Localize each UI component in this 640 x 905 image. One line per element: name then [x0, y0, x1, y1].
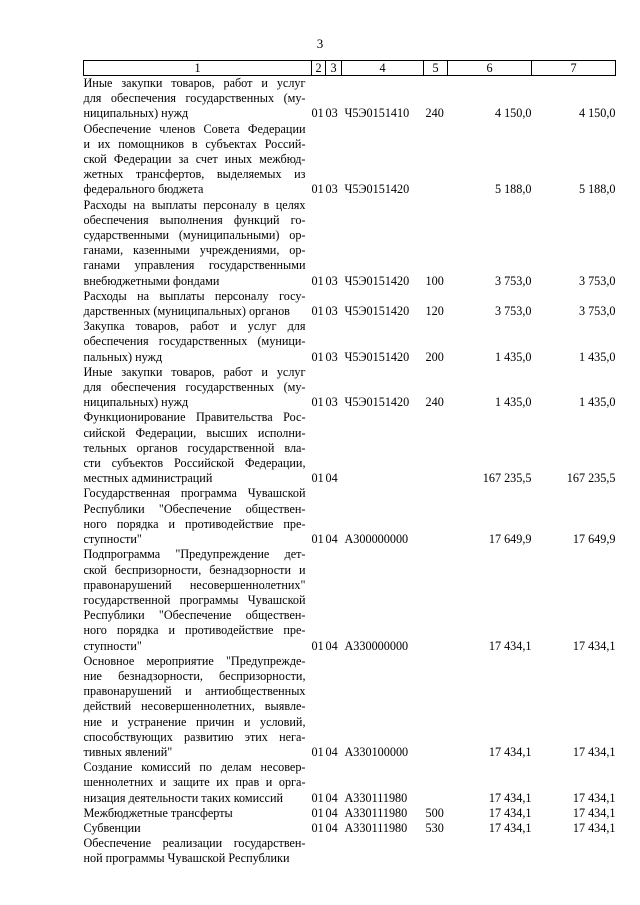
description-line: тельных органов государственной вла-: [83, 440, 306, 455]
row-description: [84, 198, 312, 289]
row-description: [84, 806, 312, 821]
expense-type-code: 200: [425, 349, 444, 364]
description-line: ной программы Чувашской Республики: [83, 851, 290, 866]
amount-col-7: 17 434,1: [572, 744, 616, 759]
description-line: Основное мероприятие "Предупрежде-: [83, 653, 306, 668]
description-line: Расходы на выплаты персоналу в целях: [83, 197, 306, 212]
target-article-code: А300000000: [344, 532, 409, 547]
description-line: Функционирование Правительства Рос-: [83, 410, 306, 425]
subsection-code: 04: [325, 790, 338, 805]
table-row: [84, 760, 616, 806]
amount-col-7: 167 235,5: [566, 471, 616, 486]
target-article-code: А330111980: [344, 790, 408, 805]
description-line: государственной программы Чувашской: [83, 592, 306, 607]
budget-table: [83, 60, 616, 867]
description-line: ние и устранение причин и условий,: [83, 714, 306, 729]
target-article-code: Ч5Э0151420: [344, 273, 410, 288]
description-line: ской беспризорности, безнадзорности и: [83, 562, 306, 577]
amount-col-6: 3 753,0: [494, 273, 532, 288]
amount-col-7: 17 649,9: [572, 532, 616, 547]
table-row: [84, 547, 616, 653]
description-line: сти субъектов Российской Федерации,: [83, 456, 306, 471]
description-line: дарственных (муниципальных) органов: [83, 304, 290, 319]
expense-type-code: [424, 547, 448, 653]
table-row: [84, 821, 616, 836]
section-code: 01: [311, 182, 324, 197]
expense-type-code: 240: [425, 106, 444, 121]
description-line: Республики "Обеспечение обществен-: [83, 608, 306, 623]
description-line: Обеспечение реализации государствен-: [83, 836, 306, 851]
description-line: Закупка товаров, работ и услуг для: [83, 319, 306, 334]
section-code: 01: [311, 805, 324, 820]
header-col-6: 6: [448, 61, 532, 76]
description-line: местных администраций: [83, 471, 213, 486]
expense-type-code: 120: [425, 304, 444, 319]
description-line: действий несовершеннолетних, выявле-: [83, 699, 306, 714]
row-description: [84, 654, 312, 760]
subsection-code: 04: [325, 820, 338, 835]
section-code: 01: [311, 744, 324, 759]
row-description: [84, 122, 312, 198]
header-col-1: 1: [84, 61, 312, 76]
row-description: [84, 547, 312, 653]
expense-type-code: [424, 760, 448, 806]
subsection-code: 03: [325, 304, 338, 319]
header-col-2: 2: [312, 61, 326, 76]
expense-type-code: [424, 486, 448, 547]
expense-type-code: 100: [425, 273, 444, 288]
row-description: [84, 76, 312, 122]
page-number: 3: [316, 36, 324, 51]
amount-col-7: 17 434,1: [572, 790, 616, 805]
amount-col-6: 3 753,0: [494, 304, 532, 319]
table-body: [84, 76, 616, 867]
section-code: 01: [311, 790, 324, 805]
description-line: Субвенции: [83, 820, 141, 835]
description-line: сударственными (муниципальными) ор-: [83, 228, 306, 243]
description-line: ступности": [83, 532, 142, 547]
description-line: жетных трансфертов, выделяемых из: [83, 167, 306, 182]
amount-col-6: 1 435,0: [494, 349, 532, 364]
subsection-code: 03: [325, 273, 338, 288]
description-line: Межбюджетные трансферты: [83, 805, 233, 820]
description-line: шеннолетних и защите их прав и орга-: [83, 775, 306, 790]
subsection-code: 04: [325, 744, 338, 759]
description-line: Подпрограмма "Предупреждение дет-: [83, 547, 306, 562]
expense-type-code: [424, 836, 448, 866]
target-article-code: Ч5Э0151420: [344, 349, 410, 364]
row-description: [84, 760, 312, 806]
subsection-code: 03: [325, 106, 338, 121]
amount-col-6: 17 434,1: [488, 820, 532, 835]
target-article-code: Ч5Э0151420: [344, 182, 410, 197]
description-line: ниципальных) нужд: [83, 106, 189, 121]
description-line: Расходы на выплаты персоналу госу-: [83, 288, 306, 303]
amount-col-7: [532, 836, 616, 866]
header-col-5: 5: [424, 61, 448, 76]
description-line: ного порядка и противодействие пре-: [83, 516, 306, 531]
description-line: ступности": [83, 638, 142, 653]
description-line: правонарушений и антиобщественных: [83, 684, 306, 699]
description-line: ганами, казенными учреждениями, ор-: [83, 243, 306, 258]
description-line: способствующих развитию этих нега-: [83, 729, 306, 744]
amount-col-6: [448, 836, 532, 866]
table-row: [84, 410, 616, 486]
description-line: низация деятельности таких комиссий: [83, 790, 284, 805]
section-code: 01: [311, 471, 324, 486]
amount-col-7: 1 435,0: [578, 349, 616, 364]
target-article-code: Ч5Э0151410: [344, 106, 410, 121]
section-code: 01: [311, 638, 324, 653]
amount-col-7: 17 434,1: [572, 638, 616, 653]
amount-col-6: 1 435,0: [494, 395, 532, 410]
row-description: [84, 486, 312, 547]
target-article-code: А330111980: [344, 820, 408, 835]
description-line: Иные закупки товаров, работ и услуг: [83, 364, 306, 379]
section-code: 01: [311, 820, 324, 835]
target-article-code: [342, 410, 424, 486]
amount-col-6: 17 434,1: [488, 638, 532, 653]
row-description: [84, 410, 312, 486]
description-line: для обеспечения государственных (му-: [83, 380, 306, 395]
table-row: [84, 319, 616, 365]
row-description: [84, 319, 312, 365]
table-header: [84, 61, 616, 76]
section-code: 01: [311, 532, 324, 547]
description-line: и их помощников в субъектах Россий-: [83, 136, 306, 151]
table-row: [84, 198, 616, 289]
section-code: 01: [311, 395, 324, 410]
target-article-code: А330100000: [344, 744, 409, 759]
table-row: [84, 486, 616, 547]
subsection-code: 04: [325, 532, 338, 547]
expense-type-code: 500: [425, 805, 444, 820]
amount-col-6: 167 235,5: [482, 471, 532, 486]
description-line: Обеспечение членов Совета Федерации: [83, 121, 306, 136]
row-description: [84, 289, 312, 319]
section-code: 01: [311, 273, 324, 288]
row-description: [84, 836, 312, 866]
expense-type-code: [424, 654, 448, 760]
expense-type-code: [424, 410, 448, 486]
subsection-code: 03: [325, 182, 338, 197]
amount-col-7: 4 150,0: [578, 106, 616, 121]
amount-col-7: 3 753,0: [578, 273, 616, 288]
amount-col-7: 5 188,0: [578, 182, 616, 197]
amount-col-7: 1 435,0: [578, 395, 616, 410]
description-line: ганами управления государственными: [83, 258, 306, 273]
amount-col-6: 5 188,0: [494, 182, 532, 197]
amount-col-6: 17 434,1: [488, 744, 532, 759]
subsection-code: 03: [325, 395, 338, 410]
subsection-code: 04: [325, 805, 338, 820]
description-line: обеспечения государственных (муници-: [83, 334, 306, 349]
header-col-4: 4: [342, 61, 424, 76]
table-row: [84, 365, 616, 411]
table-row: [84, 289, 616, 319]
description-line: ской Федерации за счет иных межбюд-: [83, 152, 306, 167]
description-line: обеспечения выполнения функций го-: [83, 212, 306, 227]
description-line: ного порядка и противодействие пре-: [83, 623, 306, 638]
target-article-code: А330111980: [344, 805, 408, 820]
description-line: тивных явлений": [83, 744, 173, 759]
description-line: Создание комиссий по делам несовер-: [83, 760, 306, 775]
header-col-7: 7: [532, 61, 616, 76]
header-col-3: 3: [326, 61, 342, 76]
row-description: [84, 821, 312, 836]
row-description: [84, 365, 312, 411]
description-line: ние безнадзорности, беспризорности,: [83, 668, 306, 683]
description-line: сийской Федерации, высших исполни-: [83, 425, 306, 440]
section-code: 01: [311, 304, 324, 319]
subsection-code: 04: [325, 638, 338, 653]
amount-col-6: 17 434,1: [488, 790, 532, 805]
description-line: Республики "Обеспечение обществен-: [83, 501, 306, 516]
description-line: правонарушений несовершеннолетних": [83, 577, 306, 592]
amount-col-7: 17 434,1: [572, 820, 616, 835]
description-line: ниципальных) нужд: [83, 395, 189, 410]
description-line: для обеспечения государственных (му-: [83, 91, 306, 106]
amount-col-7: 3 753,0: [578, 304, 616, 319]
description-line: Иные закупки товаров, работ и услуг: [83, 76, 306, 90]
target-article-code: А330000000: [344, 638, 409, 653]
expense-type-code: [424, 122, 448, 198]
expense-type-code: 240: [425, 395, 444, 410]
subsection-code: 03: [325, 349, 338, 364]
section-code: [312, 836, 326, 866]
amount-col-6: 17 649,9: [488, 532, 532, 547]
table-row: [84, 806, 616, 821]
subsection-code: 04: [325, 471, 338, 486]
table-row: [84, 654, 616, 760]
amount-col-6: 4 150,0: [494, 106, 532, 121]
amount-col-6: 17 434,1: [488, 805, 532, 820]
description-line: федерального бюджета: [83, 182, 204, 197]
target-article-code: [342, 836, 424, 866]
section-code: 01: [311, 349, 324, 364]
table-row: [84, 122, 616, 198]
description-line: внебюджетными фондами: [83, 273, 220, 288]
description-line: пальных) нужд: [83, 349, 163, 364]
table-row: [84, 76, 616, 122]
table-row: [84, 836, 616, 866]
subsection-code: [326, 836, 342, 866]
section-code: 01: [311, 106, 324, 121]
target-article-code: Ч5Э0151420: [344, 395, 410, 410]
expense-type-code: 530: [425, 820, 444, 835]
amount-col-7: 17 434,1: [572, 805, 616, 820]
description-line: Государственная программа Чувашской: [83, 486, 306, 501]
target-article-code: Ч5Э0151420: [344, 304, 410, 319]
